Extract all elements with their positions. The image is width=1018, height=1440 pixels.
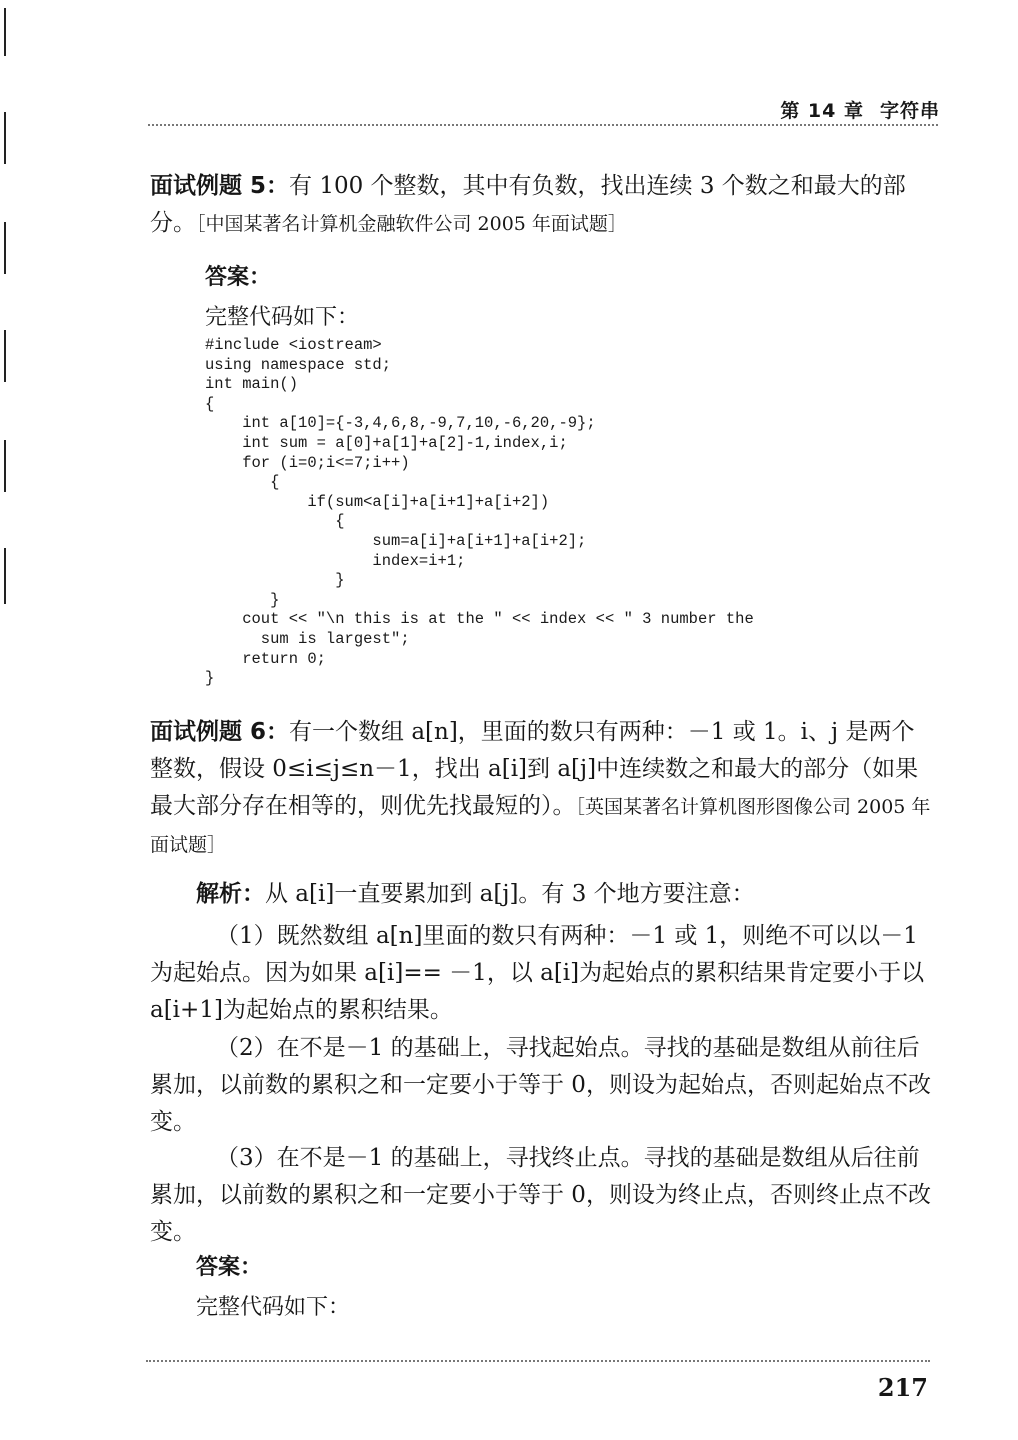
header-rule [148,124,938,126]
question-5-source: ［中国某著名计算机金融软件公司 2005 年面试题］ [196,213,627,235]
question-5 [150,168,936,243]
running-head [764,96,940,123]
code-line: sum is largest"; [205,629,410,648]
code-line: index=i+1; [205,551,466,570]
code-line: int main() [205,375,299,394]
analysis-point-2: （2）在不是－1 的基础上，寻找起始点。寻找的基础是数组从前往后累加，以前数的累积之和一定要小于等于 0，则设为起始点，否则起始点不改变。 [150,1035,931,1135]
analysis-label: 解析： [196,881,265,907]
code-line: #include <iostream> [205,336,382,354]
code-line: } [205,590,280,609]
code-line: } [205,669,215,688]
code-line: cout << "\n this is at the " << index << " 3 number the [205,610,754,629]
code-line: { [205,394,215,413]
code-line: return 0; [205,649,326,668]
code-line: sum=a[i]+a[i+1]+a[i+2]; [205,531,587,550]
analysis-intro [150,876,936,913]
chapter-title: 字符串 [879,100,940,122]
code-line: } [205,571,345,590]
code-block-1 [205,336,905,689]
answer-2-label: 答案： [196,1255,263,1280]
analysis-text: 从 a[i]一直要累加到 a[j]。有 3 个地方要注意： [265,881,755,907]
chapter-number: 第 14 章 [780,100,864,122]
question-6-label: 面试例题 6： [150,719,290,745]
footer-rule [146,1360,930,1362]
code-line: using namespace std; [205,355,392,374]
question-6-source: ［英国某著名计算机图形图像公司 2005 年面试题］ [150,796,931,856]
code-line: int sum = a[0]+a[1]+a[2]-1,index,i; [205,433,568,452]
question-5-text: 有 100 个整数，其中有负数，找出连续 3 个数之和最大的部分。 [150,173,906,236]
answer-1-label: 答案： [205,265,272,290]
question-5-label: 面试例题 5： [150,173,290,199]
code-line: if(sum<a[i]+a[i+1]+a[i+2]) [205,492,550,511]
code-line: int a[10]={-3,4,6,8,-9,7,10,-6,20,-9}; [205,414,596,433]
page-number: 217 [877,1373,928,1402]
analysis-point-1: （1）既然数组 a[n]里面的数只有两种：－1 或 1，则绝不可以以－1 为起始点。因为如果 a[i]== －1，以 a[i]为起始点的累积结果肯定要小于以 a[i+1]为起始点的累积结果。 [150,923,925,1023]
question-6 [150,714,936,864]
scan-margin-marks [0,0,12,1440]
answer-1-intro: 完整代码如下： [205,305,360,330]
code-line: for (i=0;i<=7;i++) [205,453,410,472]
answer-2-intro: 完整代码如下： [196,1295,351,1320]
question-6-text: 有一个数组 a[n]，里面的数只有两种：－1 或 1。i、j 是两个整数，假设 0≤i≤j≤n－1，找出 a[i]到 a[j]中连续数之和最大的部分（如果最大部分存在相等的，则优先找最短的）。 [150,719,919,819]
code-line: { [205,473,280,492]
analysis-point-3: （3）在不是－1 的基础上，寻找终止点。寻找的基础是数组从后往前累加，以前数的累积之和一定要小于等于 0，则设为终止点，否则终止点不改变。 [150,1145,931,1245]
code-line: { [205,512,345,531]
